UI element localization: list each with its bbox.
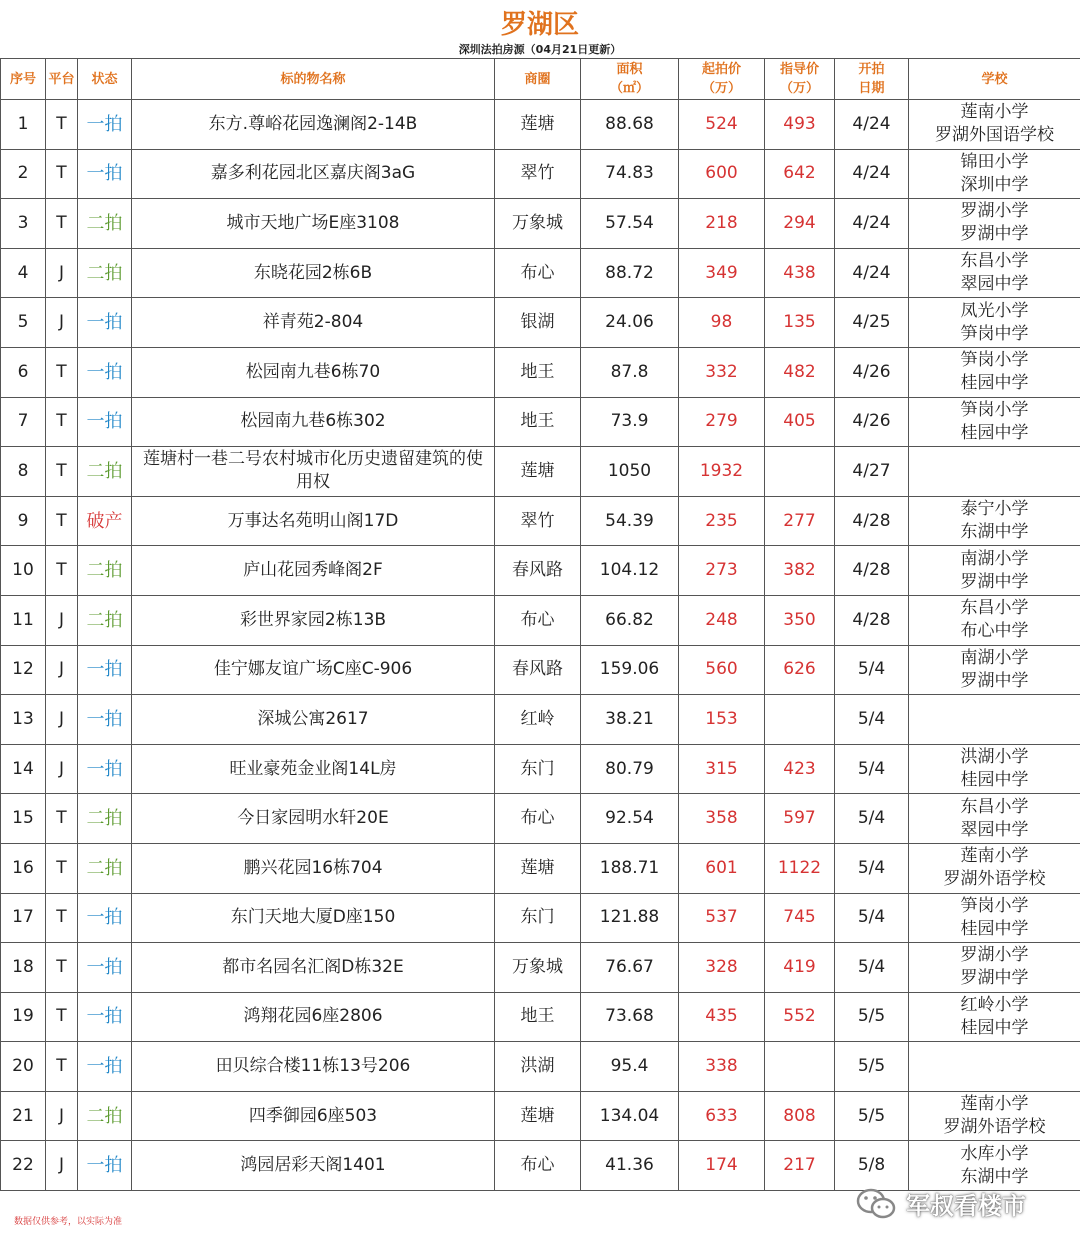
cell-start-price: 98 [679,298,765,348]
cell-guide-price [765,695,835,745]
cell-size: 66.82 [581,595,679,645]
cell-start-price: 153 [679,695,765,745]
cell-size: 87.8 [581,347,679,397]
cell-date: 4/24 [835,248,909,298]
cell-no: 22 [1,1141,46,1191]
cell-date: 4/28 [835,496,909,546]
cell-name: 东晓花园2栋6B [132,248,495,298]
cell-start-price: 1932 [679,447,765,497]
cell-guide-price [765,1042,835,1092]
cell-name: 鸿翔花园6座2806 [132,992,495,1042]
cell-size: 57.54 [581,199,679,249]
cell-date: 5/4 [835,943,909,993]
cell-status: 破产 [78,496,132,546]
cell-no: 11 [1,595,46,645]
table-header-row [1,59,1080,100]
cell-status: 二拍 [78,248,132,298]
cell-guide-price: 350 [765,595,835,645]
cell-guide-price: 808 [765,1091,835,1141]
cell-platform: J [46,1091,78,1141]
cell-no: 8 [1,447,46,497]
cell-platform: T [46,1042,78,1092]
cell-name: 田贝综合楼11栋13号206 [132,1042,495,1092]
wechat-icon [856,1188,896,1220]
cell-start-price: 248 [679,595,765,645]
cell-school [909,695,1080,745]
cell-area: 布心 [495,1141,581,1191]
table-row [1,298,1080,348]
cell-start-price: 315 [679,744,765,794]
cell-guide-price: 642 [765,149,835,199]
table-row [1,794,1080,844]
cell-guide-price: 217 [765,1141,835,1191]
cell-name: 嘉多利花园北区嘉庆阁3aG [132,149,495,199]
cell-platform: T [46,794,78,844]
cell-start-price: 328 [679,943,765,993]
cell-size: 88.72 [581,248,679,298]
cell-start-price: 435 [679,992,765,1042]
cell-area: 春风路 [495,645,581,695]
cell-area: 莲塘 [495,447,581,497]
header-school: 学校 [909,59,1080,100]
cell-school: 罗湖小学 罗湖中学 [909,943,1080,993]
cell-no: 3 [1,199,46,249]
cell-size: 159.06 [581,645,679,695]
cell-school: 罗湖小学 罗湖中学 [909,199,1080,249]
cell-school: 凤光小学 笋岗中学 [909,298,1080,348]
cell-start-price: 235 [679,496,765,546]
cell-size: 74.83 [581,149,679,199]
cell-area: 翠竹 [495,496,581,546]
cell-name: 都市名园名汇阁D栋32E [132,943,495,993]
cell-name: 松园南九巷6栋302 [132,397,495,447]
cell-date: 5/4 [835,695,909,745]
cell-start-price: 633 [679,1091,765,1141]
cell-platform: T [46,149,78,199]
cell-guide-price: 135 [765,298,835,348]
cell-guide-price: 552 [765,992,835,1042]
cell-school: 水库小学 东湖中学 [909,1141,1080,1191]
cell-status: 一拍 [78,1141,132,1191]
cell-size: 1050 [581,447,679,497]
cell-start-price: 279 [679,397,765,447]
table-row [1,645,1080,695]
table-row [1,100,1080,150]
cell-no: 16 [1,843,46,893]
cell-status: 二拍 [78,595,132,645]
cell-platform: T [46,843,78,893]
cell-area: 布心 [495,595,581,645]
table-row [1,496,1080,546]
cell-school: 莲南小学 罗湖外语学校 [909,843,1080,893]
table-row [1,695,1080,745]
header-size: 面积 （㎡） [581,59,679,100]
cell-area: 春风路 [495,546,581,596]
cell-platform: T [46,546,78,596]
cell-date: 4/28 [835,546,909,596]
cell-no: 14 [1,744,46,794]
cell-no: 6 [1,347,46,397]
cell-size: 54.39 [581,496,679,546]
cell-platform: J [46,744,78,794]
cell-area: 地王 [495,397,581,447]
cell-no: 18 [1,943,46,993]
table-row [1,843,1080,893]
cell-date: 5/4 [835,744,909,794]
cell-platform: T [46,347,78,397]
cell-status: 二拍 [78,546,132,596]
cell-area: 地王 [495,347,581,397]
cell-status: 一拍 [78,992,132,1042]
cell-guide-price: 405 [765,397,835,447]
cell-size: 92.54 [581,794,679,844]
cell-school [909,1042,1080,1092]
cell-platform: T [46,100,78,150]
cell-guide-price: 597 [765,794,835,844]
cell-school: 泰宁小学 东湖中学 [909,496,1080,546]
cell-guide-price: 1122 [765,843,835,893]
cell-school: 东昌小学 布心中学 [909,595,1080,645]
cell-name: 松园南九巷6栋70 [132,347,495,397]
cell-start-price: 349 [679,248,765,298]
table-row [1,397,1080,447]
cell-status: 一拍 [78,100,132,150]
cell-guide-price: 438 [765,248,835,298]
cell-platform: J [46,298,78,348]
cell-size: 134.04 [581,1091,679,1141]
cell-size: 95.4 [581,1042,679,1092]
cell-area: 翠竹 [495,149,581,199]
page-subtitle: 深圳法拍房源（04月21日更新） [458,43,622,56]
cell-platform: J [46,1141,78,1191]
cell-name: 莲塘村一巷二号农村城市化历史遗留建筑的使用权 [132,447,495,497]
cell-no: 2 [1,149,46,199]
cell-status: 一拍 [78,1042,132,1092]
cell-date: 4/27 [835,447,909,497]
cell-size: 76.67 [581,943,679,993]
cell-area: 东门 [495,893,581,943]
cell-guide-price: 277 [765,496,835,546]
title-row [0,0,1080,59]
cell-area: 银湖 [495,298,581,348]
cell-platform: T [46,496,78,546]
cell-status: 一拍 [78,695,132,745]
cell-date: 4/26 [835,347,909,397]
cell-platform: T [46,943,78,993]
footer-note: 数据仅供参考，以实际为准 [14,1217,123,1227]
cell-no: 7 [1,397,46,447]
cell-no: 9 [1,496,46,546]
header-name: 标的物名称 [132,59,495,100]
cell-name: 东门天地大厦D座150 [132,893,495,943]
cell-platform: T [46,199,78,249]
cell-platform: T [46,397,78,447]
cell-date: 5/4 [835,645,909,695]
header-status: 状态 [78,59,132,100]
cell-no: 19 [1,992,46,1042]
table-row [1,149,1080,199]
header-area: 商圈 [495,59,581,100]
cell-start-price: 332 [679,347,765,397]
cell-size: 24.06 [581,298,679,348]
cell-area: 地王 [495,992,581,1042]
cell-start-price: 338 [679,1042,765,1092]
cell-name: 佳宁娜友谊广场C座C-906 [132,645,495,695]
cell-area: 红岭 [495,695,581,745]
cell-status: 一拍 [78,347,132,397]
cell-date: 5/5 [835,1042,909,1092]
cell-area: 莲塘 [495,843,581,893]
table-row [1,447,1080,497]
cell-status: 二拍 [78,843,132,893]
cell-platform: J [46,645,78,695]
header-platform: 平台 [46,59,78,100]
cell-school: 东昌小学 翠园中学 [909,248,1080,298]
cell-school: 东昌小学 翠园中学 [909,794,1080,844]
cell-name: 万事达名苑明山阁17D [132,496,495,546]
cell-guide-price [765,447,835,497]
cell-status: 二拍 [78,199,132,249]
cell-school: 莲南小学 罗湖外语学校 [909,1091,1080,1141]
cell-start-price: 273 [679,546,765,596]
cell-guide-price: 382 [765,546,835,596]
cell-status: 二拍 [78,794,132,844]
header-no: 序号 [1,59,46,100]
cell-area: 万象城 [495,943,581,993]
cell-start-price: 537 [679,893,765,943]
cell-school: 笋岗小学 桂园中学 [909,397,1080,447]
cell-school [909,447,1080,497]
cell-platform: T [46,893,78,943]
cell-name: 四季御园6座503 [132,1091,495,1141]
cell-start-price: 600 [679,149,765,199]
cell-date: 4/25 [835,298,909,348]
cell-size: 121.88 [581,893,679,943]
cell-name: 深城公寓2617 [132,695,495,745]
cell-school: 莲南小学 罗湖外国语学校 [909,100,1080,150]
header-start-price: 起拍价 （万） [679,59,765,100]
cell-status: 一拍 [78,744,132,794]
cell-area: 莲塘 [495,100,581,150]
cell-no: 17 [1,893,46,943]
cell-name: 鹏兴花园16栋704 [132,843,495,893]
cell-start-price: 174 [679,1141,765,1191]
cell-name: 今日家园明水轩20E [132,794,495,844]
cell-area: 布心 [495,794,581,844]
cell-status: 一拍 [78,645,132,695]
page-title: 罗湖区 [500,10,579,40]
cell-school: 南湖小学 罗湖中学 [909,645,1080,695]
cell-date: 4/24 [835,100,909,150]
cell-start-price: 358 [679,794,765,844]
table-row [1,1091,1080,1141]
cell-status: 一拍 [78,943,132,993]
cell-start-price: 560 [679,645,765,695]
header-date: 开拍 日期 [835,59,909,100]
cell-platform: J [46,695,78,745]
cell-name: 祥青苑2-804 [132,298,495,348]
cell-status: 二拍 [78,447,132,497]
cell-area: 万象城 [495,199,581,249]
cell-guide-price: 294 [765,199,835,249]
cell-no: 20 [1,1042,46,1092]
cell-no: 4 [1,248,46,298]
cell-area: 东门 [495,744,581,794]
cell-start-price: 218 [679,199,765,249]
cell-area: 莲塘 [495,1091,581,1141]
cell-date: 5/4 [835,843,909,893]
cell-no: 1 [1,100,46,150]
cell-date: 4/26 [835,397,909,447]
table-row [1,1042,1080,1092]
watermark [856,1186,1026,1221]
cell-date: 5/4 [835,794,909,844]
cell-name: 东方.尊峪花园逸澜阁2-14B [132,100,495,150]
table-row [1,546,1080,596]
cell-area: 布心 [495,248,581,298]
cell-name: 城市天地广场E座3108 [132,199,495,249]
cell-guide-price: 626 [765,645,835,695]
cell-school: 笋岗小学 桂园中学 [909,893,1080,943]
cell-size: 188.71 [581,843,679,893]
cell-size: 104.12 [581,546,679,596]
cell-date: 4/24 [835,199,909,249]
cell-start-price: 601 [679,843,765,893]
cell-date: 5/4 [835,893,909,943]
cell-school: 笋岗小学 桂园中学 [909,347,1080,397]
cell-status: 二拍 [78,1091,132,1141]
table-row [1,943,1080,993]
cell-guide-price: 745 [765,893,835,943]
cell-no: 13 [1,695,46,745]
table-row [1,744,1080,794]
cell-start-price: 524 [679,100,765,150]
table-row [1,595,1080,645]
cell-guide-price: 423 [765,744,835,794]
cell-date: 5/8 [835,1141,909,1191]
cell-date: 5/5 [835,992,909,1042]
cell-no: 15 [1,794,46,844]
cell-name: 庐山花园秀峰阁2F [132,546,495,596]
cell-status: 一拍 [78,298,132,348]
cell-no: 10 [1,546,46,596]
cell-platform: J [46,248,78,298]
cell-size: 88.68 [581,100,679,150]
cell-size: 80.79 [581,744,679,794]
cell-status: 一拍 [78,149,132,199]
cell-date: 4/28 [835,595,909,645]
cell-date: 5/5 [835,1091,909,1141]
auction-table [0,58,1080,1191]
cell-school: 红岭小学 桂园中学 [909,992,1080,1042]
cell-name: 彩世界家园2栋13B [132,595,495,645]
watermark-text: 军叔看楼市 [906,1192,1026,1220]
cell-date: 4/24 [835,149,909,199]
cell-school: 洪湖小学 桂园中学 [909,744,1080,794]
cell-school: 南湖小学 罗湖中学 [909,546,1080,596]
cell-platform: T [46,447,78,497]
cell-no: 21 [1,1091,46,1141]
table-row [1,992,1080,1042]
cell-name: 鸿园居彩天阁1401 [132,1141,495,1191]
cell-no: 12 [1,645,46,695]
cell-no: 5 [1,298,46,348]
cell-guide-price: 419 [765,943,835,993]
table-row [1,248,1080,298]
cell-school: 锦田小学 深圳中学 [909,149,1080,199]
cell-name: 旺业豪苑金业阁14L房 [132,744,495,794]
table-row [1,199,1080,249]
cell-guide-price: 482 [765,347,835,397]
cell-platform: T [46,992,78,1042]
cell-size: 38.21 [581,695,679,745]
cell-status: 一拍 [78,397,132,447]
cell-size: 73.68 [581,992,679,1042]
header-guide-price: 指导价 （万） [765,59,835,100]
cell-area: 洪湖 [495,1042,581,1092]
cell-size: 73.9 [581,397,679,447]
cell-platform: J [46,595,78,645]
cell-status: 一拍 [78,893,132,943]
cell-guide-price: 493 [765,100,835,150]
table-row [1,893,1080,943]
table-row [1,1141,1080,1191]
cell-size: 41.36 [581,1141,679,1191]
table-row [1,347,1080,397]
